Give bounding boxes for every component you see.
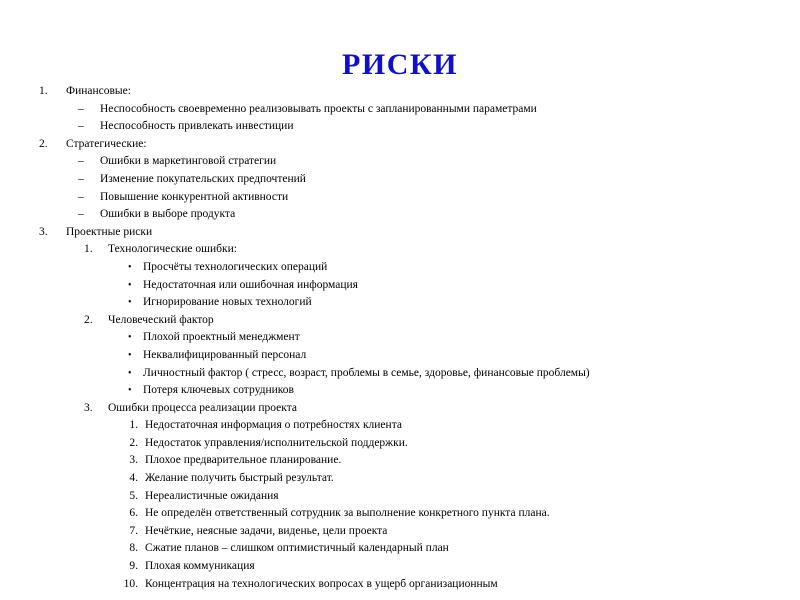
list-item-label: Просчёты технологических операций	[143, 260, 328, 273]
list-item	[0, 153, 800, 171]
list-item-label: Ошибки процесса реализации проекта	[108, 401, 297, 414]
list-item-label: Человеческий фактор	[108, 313, 214, 326]
list-item-label: Нереалистичные ожидания	[145, 489, 279, 502]
list-item	[0, 206, 800, 224]
list-item-label: Игнорирование новых технологий	[143, 296, 312, 309]
list-item-marker: 2.	[84, 313, 93, 326]
list-item-marker: –	[78, 155, 84, 168]
list-item-marker: 3.	[84, 401, 93, 414]
list-item	[0, 505, 800, 523]
list-item	[0, 470, 800, 488]
list-item-marker: •	[128, 261, 132, 273]
list-item-label: Не определён ответственный сотрудник за выполнение конкретного пункта плана.	[145, 507, 550, 520]
list-item-label: Неквалифицированный персонал	[143, 348, 307, 361]
list-item	[0, 400, 800, 418]
list-item-label: Недостаток управления/исполнительской поддержки.	[145, 436, 408, 449]
list-item-label: Сжатие планов – слишком оптимистичный календарный план	[145, 542, 449, 555]
list-item-marker: •	[128, 349, 132, 361]
list-item-label: Неспособность своевременно реализовывать проекты с запланированными параметрами	[100, 102, 537, 115]
list-item	[0, 189, 800, 207]
list-item-marker: 1.	[39, 85, 48, 97]
list-item-label: Изменение покупательских предпочтений	[100, 172, 306, 185]
list-item-label: Стратегические:	[66, 137, 147, 150]
list-item-marker: 8.	[129, 542, 138, 555]
list-item	[0, 452, 800, 470]
list-item	[0, 435, 800, 453]
list-item-label: Технологические ошибки:	[108, 243, 237, 256]
list-item-marker: •	[128, 385, 132, 397]
list-item-marker: –	[78, 102, 84, 115]
list-item	[0, 118, 800, 136]
risk-outline-list	[0, 83, 800, 593]
list-item-marker: 10.	[123, 577, 138, 590]
list-item-label: Концентрация на технологических вопросах в ущерб организационным	[145, 577, 498, 590]
list-item	[0, 171, 800, 189]
list-item-label: Ошибки в маркетинговой стратегии	[100, 155, 277, 168]
list-item-label: Нечёткие, неясные задачи, виденье, цели проекта	[145, 524, 388, 537]
list-item-marker: –	[78, 190, 84, 203]
list-item-marker: •	[128, 332, 132, 344]
list-item-label: Желание получить быстрый результат.	[145, 472, 334, 485]
list-item	[0, 558, 800, 576]
list-item-marker: 5.	[129, 489, 138, 502]
list-item	[0, 101, 800, 119]
list-item-marker: 3.	[129, 454, 138, 467]
list-item-label: Плохой проектный менеджмент	[143, 331, 300, 344]
list-item	[0, 312, 800, 330]
list-item-label: Недостаточная информация о потребностях клиента	[145, 419, 402, 432]
list-item-marker: –	[78, 172, 84, 185]
list-item-label: Плохое предварительное планирование.	[145, 454, 342, 467]
list-item	[0, 382, 800, 400]
list-item-marker: 1.	[129, 419, 138, 432]
list-item-marker: –	[78, 208, 84, 221]
list-item-label: Финансовые:	[66, 85, 131, 97]
list-item-marker: 4.	[129, 472, 138, 485]
list-item	[0, 523, 800, 541]
list-item-marker: 2.	[129, 436, 138, 449]
list-item	[0, 329, 800, 347]
list-item-marker: 3.	[39, 225, 48, 238]
list-item	[0, 224, 800, 242]
list-item-label: Плохая коммуникация	[145, 560, 255, 573]
list-item	[0, 488, 800, 506]
list-item	[0, 576, 800, 594]
list-item-marker: 6.	[129, 507, 138, 520]
list-item	[0, 294, 800, 312]
list-item	[0, 277, 800, 295]
list-item-marker: 1.	[84, 243, 93, 256]
list-item-marker: •	[128, 297, 132, 309]
list-item-marker: –	[78, 120, 84, 133]
list-item	[0, 347, 800, 365]
list-item-label: Повышение конкурентной активности	[100, 190, 289, 203]
list-item-label: Личностный фактор ( стресс, возраст, проблемы в семье, здоровье, финансовые проблемы)	[143, 366, 590, 379]
list-item-marker: 9.	[129, 560, 138, 573]
list-item	[0, 241, 800, 259]
list-item	[0, 136, 800, 154]
list-item	[0, 259, 800, 277]
list-item-marker: 2.	[39, 137, 48, 150]
list-item	[0, 365, 800, 383]
list-item-label: Проектные риски	[66, 225, 153, 238]
list-item-label: Неспособность привлекать инвестиции	[100, 120, 294, 133]
list-item-marker: •	[128, 279, 132, 291]
list-item-label: Потеря ключевых сотрудников	[143, 384, 294, 397]
list-item-label: Недостаточная или ошибочная информация	[143, 278, 358, 291]
page-title: РИСКИ	[342, 48, 458, 82]
list-item	[0, 417, 800, 435]
list-item	[0, 540, 800, 558]
list-item-marker: •	[128, 367, 132, 379]
list-item-label: Ошибки в выборе продукта	[100, 208, 236, 221]
list-item-marker: 7.	[129, 524, 138, 537]
list-item	[0, 83, 800, 101]
